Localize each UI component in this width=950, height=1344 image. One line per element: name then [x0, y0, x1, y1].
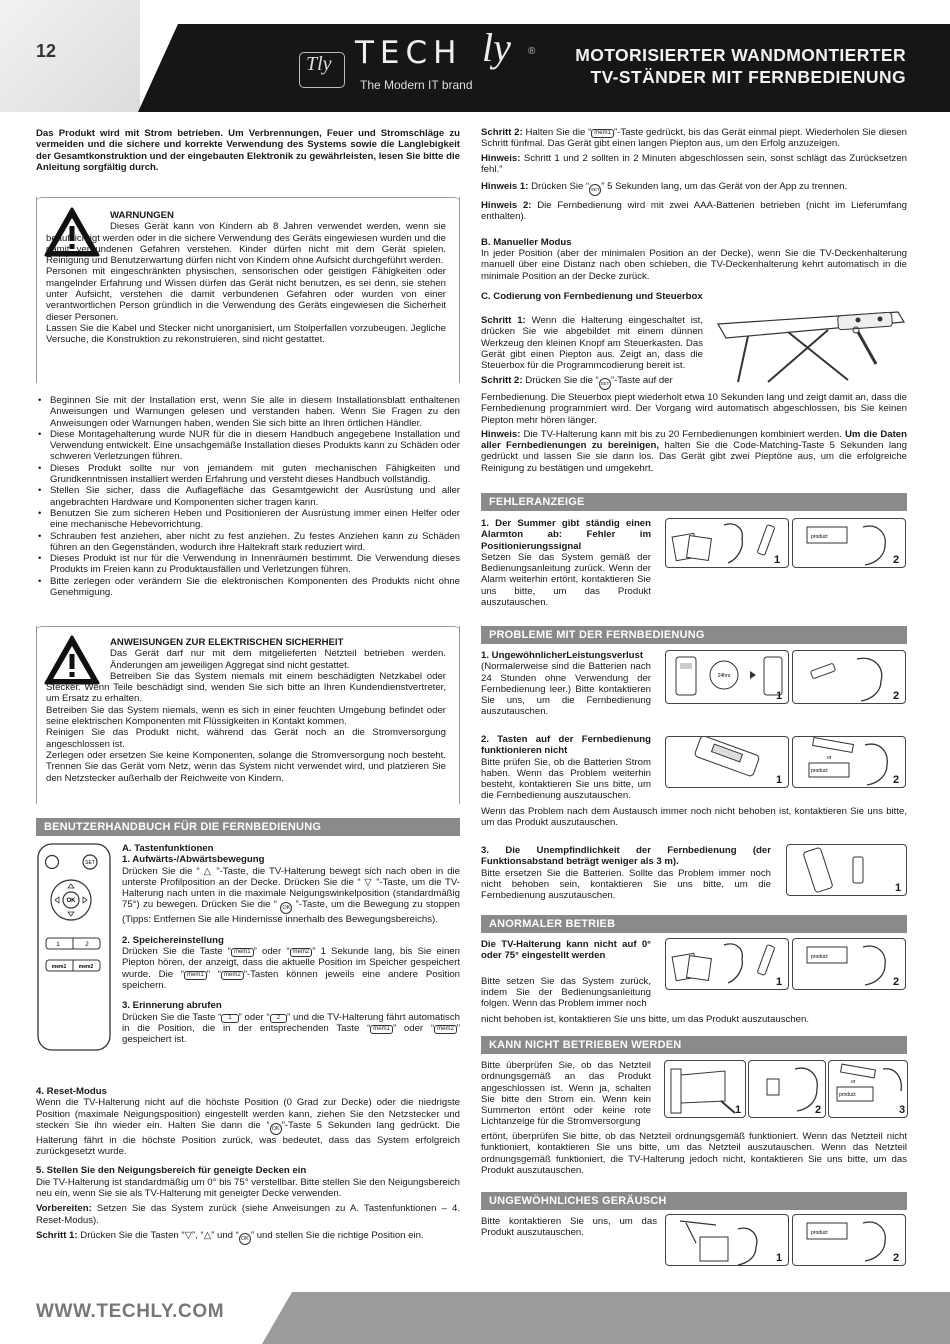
logo-wordmark: TECH: [355, 35, 463, 71]
coding-step1: Schritt 1: Wenn die Halterung eingeschaltet ist, drücken Sie wie abgebildet mit einem dünnen Werkzeug den kleinen Knopf am Steuerkasten. Das Gerät gibt einen Piepton aus. Zeigt an, dass die Steuerbox für die Programmcodierung bereit ist. Schritt 2: Drücken Sie die “ SET ”-Taste auf der: [481, 315, 703, 390]
warnings-content: [46, 210, 446, 346]
svg-text:product: product: [811, 1230, 828, 1236]
manual-s1-text: Drücken Sie die “ △ ”-Taste, die TV-Halterung bewegt sich nach oben in die unterste Profilposition an der Decke. Drücken Sie die “ ▽ ”-Taste, um die TV-Halterung nach unten in die maximale Neigungswinkelposition (standardmäßig 75°) zu bewegen. Drücken Sie die “ OK ”-Taste, um die Bewegung zu stoppen (Tipps: Entfernen Sie alle Hindernisse innerhalb des Bewegungsbereichs).: [122, 865, 461, 926]
mem1-key-icon: mem1: [184, 971, 207, 980]
manual-s4-title: 4. Reset-Modus: [36, 1086, 107, 1097]
key-1-icon: 1: [221, 1014, 238, 1023]
remote-figure-3: 1: [665, 736, 789, 788]
error-figure-1: 1: [665, 518, 789, 568]
cannot-figure-1: 1: [664, 1060, 746, 1118]
manual-mode-title: B. Manueller Modus: [481, 236, 572, 248]
reset-hint2: Hinweis 2: Die Fernbedienung wird mit zwei AAA-Batterien betrieben (nicht im Lieferumfang enthalten).: [481, 200, 907, 223]
footer-bar: [262, 1292, 950, 1344]
electrical-p1: Das Gerät darf nur mit dem mitgelieferten Netzteil betrieben werden. Änderungen am jeweiligen Aggregat sind nicht gestattet.: [110, 648, 446, 671]
logo-mark: [299, 52, 345, 88]
svg-text:product: product: [811, 954, 828, 960]
warnings-p3: Lassen Sie die Kabel und Stecker nicht unorganisiert, um Stolperfallen vorzubeugen. Jegliche Versuche, die Konstruktion zu rekonstruieren, sind nicht gestattet.: [46, 322, 446, 346]
electrical-p2: Betreiben Sie das System niemals mit einem beschädigten Netzkabel oder Stecker. Wenn Teile beschädigt sind, wenden Sie sich bitte an Ihren Kundendienstvertreter, um Ersatz zu erhalten.: [46, 670, 446, 705]
mem2-key-icon: mem2: [434, 1025, 457, 1034]
warnings-title: WARNUNGEN: [110, 210, 174, 221]
remote-problem-1: 1. UngewöhnlicherLeistungsverlust (Normalerweise sind die Batterien nach 24 Stunden ohne Verwendung der Fernbedienung leer.) Bitte kontaktieren Sie uns, um die Fernbedienung auszutauschen.: [481, 650, 651, 718]
electrical-title: ANWEISUNGEN ZUR ELEKTRISCHEN SICHERHEIT: [110, 637, 344, 648]
svg-text:or: or: [827, 755, 832, 761]
reset-hint1: Hinweis 1: Drücken Sie “ SET ” 5 Sekunden lang, um das Gerät von der App zu trennen.: [481, 181, 907, 196]
list-item: • Dieses Produkt sollte nur von jemandem mit guten mechanischen Fähigkeiten und Grundkenntnissen installiert werden Erfahrung und versteht dieses Handbuch vollständig.: [36, 463, 460, 486]
remote-problems-bar: PROBLEME MIT DER FERNBEDIENUNG: [481, 626, 907, 644]
header-corner: [0, 0, 140, 112]
remote-problem-2b: Wenn das Problem nach dem Austausch immer noch nicht behoben ist, kontaktieren Sie uns bitte, um das Produkt auszutauschen.: [481, 806, 907, 829]
right-top-text: [481, 127, 907, 302]
mem1-key-icon: mem1: [231, 948, 254, 957]
logo-ly: ly: [482, 25, 511, 70]
intro-paragraph: Das Produkt wird mit Strom betrieben. Um Verbrennungen, Feuer und Stromschläge zu vermeiden und die sichere und korrekte Verwendung des Systems sowie die Langlebigkeit der Gesamtkonstruktion und der eingebauten Elektronik zu gewährleisten, lesen Sie bitte die Anleitung sorgfältig durch.: [36, 128, 460, 173]
manual-a-title: A. Tastenfunktionen: [122, 843, 214, 854]
coding-rest: Fernbedienung. Die Steuerbox piept wiederholt etwa 10 Sekunden lang und zeigt damit an, dass die Fernbedienung programmiert wird. Der Vorgang wird automatisch abgeschlossen, bis Sie keinen Piepton mehr hören länger. Hinweis: Die TV-Halterung kann mit bis zu 20 Fernbedienungen kombiniert werden. Um die Daten aller Fernbedienungen zu bereinigen, halten Sie die Code-Matching-Taste 5 Sekunden lang gedrückt und lassen Sie sie dann los. Das Gerät gibt zwei Pieptöne aus, um die erfolgreiche Reinigung zu bestätigen und umgekehrt.: [481, 392, 907, 474]
svg-text:or: or: [851, 1079, 856, 1085]
manual-s3-text: Drücken Sie die Taste “ 1 ” oder “ 2 ” und die TV-Halterung fährt automatisch in die Position, die in der entsprechenden Taste “ mem1 ” oder “ mem2 ” gespeichert ist.: [122, 1011, 460, 1046]
doc-title-line1: MOTORISIERTER WANDMONTIERTER: [575, 45, 906, 65]
remote-problem-3: 3. Die Unempfindlichkeit der Fernbedienung (der Funktionsabstand beträgt weniger als 3 m). Bitte ersetzen Sie die Batterien. Sollte das Problem immer noch nicht behoben sein, kontaktieren Sie uns bitte, um die Fernbedienung auszutauschen.: [481, 845, 771, 902]
key-mem2-label: mem2: [78, 964, 94, 970]
list-item: • Dieses Produkt ist nur für die Verwendung in Innenräumen bestimmt. Die Verwendung dieses Produkts im Freien kann zu Produktausfällen und Verletzungen führen.: [36, 553, 460, 576]
footer-url[interactable]: WWW.TECHLY.COM: [36, 1301, 225, 1322]
manual-s2-title: 2. Speichereinstellung: [122, 934, 224, 946]
manual-s5-text: Die TV-Halterung ist standardmäßig um 0° bis 75° verstellbar. Bitte stellen Sie den Neigungsbereich neu ein, wenn Sie sie als TV-Halterung mit geneigter Decke verwenden.: [36, 1176, 460, 1200]
abnormal-figure-1: 1: [665, 938, 789, 990]
remote-figure-5: 1: [786, 844, 907, 896]
noise-bar: UNGEWÖHNLICHES GERÄUSCH: [481, 1192, 907, 1210]
mem1-key-icon: mem1: [591, 129, 614, 138]
ok-key-icon: OK: [239, 1233, 251, 1245]
down-arrow-icon: ▽: [184, 1229, 192, 1241]
electrical-content: [46, 637, 446, 784]
logo-registered: ®: [528, 46, 536, 57]
up-arrow-icon: △: [203, 865, 213, 877]
list-item: • Beginnen Sie mit der Installation erst, wenn Sie alle in diesem Installationsblatt enthaltenen Anweisungen und Warnungen gelesen und verstanden haben. Wenn Sie Fragen zu den Anweisungen oder Warnungen haben, wenden Sie sich bitte an Ihren örtlichen Händler.: [36, 395, 460, 429]
remote-problem-2: 2. Tasten auf der Fernbedienung funktionieren nicht Bitte prüfen Sie, ob die Batterien Strom haben. Wenn das Problem weiterhin besteht, kontaktieren Sie uns bitte, um die Fernbedienung auszutauschen.: [481, 734, 651, 802]
cannot-figure-3: or product 3: [828, 1060, 908, 1118]
control-box-illustration: [708, 302, 908, 390]
set-key-icon: SET: [589, 184, 601, 196]
manual-functions-text: [122, 843, 460, 1045]
cannot-operate-bar: KANN NICHT BETRIEBEN WERDEN: [481, 1036, 907, 1054]
ok-key-icon: OK: [280, 902, 292, 914]
manual-mode-text: In jeder Position (aber der minimalen Position an der Decke), wenn Sie die TV-Deckenhalterung manuell über eine Distanz nach oben schieben, die TV-Deckenhalterung kehrt automatisch in die minimale Position an der Decke zurück.: [481, 248, 907, 282]
remote-figure-2: 2: [792, 650, 906, 704]
mem1-key-icon: mem1: [370, 1025, 393, 1034]
abnormal-figure-2: product 2: [792, 938, 906, 990]
footer: [0, 1292, 950, 1344]
svg-text:product: product: [839, 1092, 856, 1098]
electrical-p3: Betreiben Sie das System niemals, wenn es sich in einer feuchten Umgebung befindet oder seine elektrischen Komponenten mit Flüssigkeiten in Kontakt kommen.: [46, 704, 446, 728]
manual-s5-title: 5. Stellen Sie den Neigungsbereich für geneigte Decken ein: [36, 1165, 307, 1177]
mem2-key-icon: mem2: [221, 971, 244, 980]
warnings-p2: Personen mit eingeschränkten physischen, sensorischen oder geistigen Fähigkeiten oder mangelnder Erfahrung und Wissen dürfen das Gerät nicht benutzen, es sei denn, sie stehen unter Aufsicht, verstehen die damit verbundenen Gefahren oder wurden von einer verantwortlichen Person gründlich in die Verwendung des Geräts eingewiesen die Sicherheit dieser Personen.: [46, 266, 446, 323]
manual-reset-text: [36, 1086, 460, 1245]
manual-s3-title: 3. Erinnerung abrufen: [122, 1000, 222, 1012]
list-item: • Benutzen Sie zum sicheren Heben und Positionieren der Ausrüstung immer einen Helfer oder eine mechanische Hebevorrichtung.: [36, 508, 460, 531]
reset-hint: Hinweis: Schritt 1 und 2 sollten in 2 Minuten abgeschlossen sein, sonst schlägt das Zurücksetzen fehl.”: [481, 152, 907, 175]
manual-s4-text: Wenn die TV-Halterung nicht auf die höchste Position (0 Grad zur Decke) oder die niedrigste Position (maximale Neigungsposition) eingestellt werden kann, ziehen Sie den Netzstecker und stecken Sie ihn wieder ein. Halten Sie dann die “ OK ”-Taste 5 Sekunden lang gedrückt. Die Halterung fährt in die höchste Position zurück, was bedeutet, dass das System erfolgreich zurückgesetzt wurde.: [36, 1097, 461, 1158]
key-mem1-label: mem1: [51, 964, 67, 970]
reset-step2: Schritt 2: Halten Sie die “ mem1 ”-Taste gedrückt, bis das Gerät einmal piept. Wiederholen Sie diesen Schritt fünfmal. Das Gerät gibt einen langen Piepton aus, um den Erfolg anzuzeigen.: [481, 127, 907, 150]
remote-figure-1: 24hrs 1: [665, 650, 789, 704]
noise-figure-1: 1: [665, 1214, 789, 1266]
key-set-label: SET: [85, 860, 95, 866]
error-section-bar: FEHLERANZEIGE: [481, 493, 907, 511]
manual-step1: Schritt 1: Drücken Sie die Tasten “▽”, “△” und “ OK ” und stellen Sie die richtige Position ein.: [36, 1230, 460, 1245]
cannot-operate-text: Bitte überprüfen Sie, ob das Netzteil ordnungsgemäß an das Produkt angeschlossen ist. Wenn ja, schalten Sie bitte den Strom ein. Wenn kein Summerton ertönt oder keine rote Lichtanzeige für die Stromversorgung: [481, 1060, 651, 1128]
abnormal-bar: ANORMALER BETRIEB: [481, 915, 907, 933]
noise-figure-2: product 2: [792, 1214, 906, 1266]
remote-figure-4: or product 2: [792, 736, 906, 788]
list-item: • Stellen Sie sicher, dass die Auflagefläche das Gesamtgewicht der Ausrüstung und aller angebrachten Hardware und Komponenten sicher tragen kann.: [36, 485, 460, 508]
coding-hint: Hinweis: Die TV-Halterung kann mit bis zu 20 Fernbedienungen kombiniert werden. Um die Daten aller Fernbedienungen zu bereinigen, halten Sie die Code-Matching-Taste 5 Sekunden lang gedrückt und lassen Sie sie dann los. Das Gerät gibt zwei Pieptöne aus, um die erfolgreiche Reinigung zu bestätigen und umgekehrt.: [481, 428, 907, 474]
manual-prep: Vorbereiten: Setzen Sie das System zurück (siehe Anweisungen zu A. Tastenfunktionen – 4. Reset-Modus).: [36, 1203, 460, 1226]
abnormal-text: Die TV-Halterung kann nicht auf 0° oder 75° eingestellt werden Bitte setzen Sie das System zurück, indem Sie der Bedienungsanleitung folgen. Wenn das Problem immer noch: [481, 939, 651, 1010]
list-item: • Schrauben fest anziehen, aber nicht zu fest anziehen. Zu festes Anziehen kann zu Schäden führen an den Gegenständen, wodurch ihre Haltekraft stark reduziert wird.: [36, 531, 460, 554]
key-2-icon: 2: [270, 1014, 287, 1023]
brand-logo: [299, 25, 559, 100]
noise-text: Bitte kontaktieren Sie uns, um das Produkt auszutauschen.: [481, 1216, 657, 1239]
manual-section-bar: BENUTZERHANDBUCH FÜR DIE FERNBEDIENUNG: [36, 818, 460, 836]
page-number: 12: [36, 41, 57, 61]
safety-bullet-list: [36, 395, 460, 598]
key-ok-label: OK: [66, 898, 76, 904]
remote-control-illustration: [36, 842, 114, 1054]
cannot-operate-text2: ertönt, überprüfen Sie bitte, ob das Netzteil ordnungsgemäß funktioniert. Wenn das Netzteil nicht funktioniert, kontaktieren Sie uns bitte, um das Netzteil auszutauschen. Wenn das Netzteil ordnungsgemäß funktioniert, die TV-Halterung jedoch nicht, kontaktieren Sie uns bitte, um das Produkt auszutauschen.: [481, 1131, 907, 1176]
list-item: • Bitte zerlegen oder verändern Sie die elektronischen Komponenten des Produkts nicht ohne Genehmigung.: [36, 576, 460, 599]
manual-s2-text: Drücken Sie die Taste “ mem1 ” oder “ mem2 ” 1 Sekunde lang, bis Sie einen Piepton hören, der anzeigt, dass die aktuelle Position im Speicher gespeichert wurde. Die “ mem1 ” “ mem2 ”-Tasten können jeweils eine andere Position speichern.: [122, 946, 461, 991]
manual-s1-title: 1. Aufwärts-/Abwärtsbewegung: [122, 854, 265, 866]
down-arrow-icon: ▽: [364, 876, 373, 888]
svg-text:product: product: [811, 534, 828, 540]
electrical-p5: Zerlegen oder ersetzen Sie keine Komponenten, solange die Stromversorgung noch besteht. Trennen Sie das Gerät vom Netz, wenn das System nicht verwendet wird, und platzieren Sie den Netzstecker außerhalb der Reichweite von Kindern.: [46, 749, 446, 784]
mem2-key-icon: mem2: [290, 948, 313, 957]
set-key-icon: SET: [599, 378, 611, 390]
svg-text:product: product: [811, 768, 828, 774]
error-figure-2: product 2: [792, 518, 906, 568]
up-arrow-icon: △: [203, 1229, 212, 1241]
ok-key-icon: OK: [270, 1123, 282, 1135]
error-text: 1. Der Summer gibt ständig einen Alarmton ab: Fehler im Positionierungssignal Setzen Sie das System gemäß der Bedienungsanleitung zurück. Wenn der Alarm weiterhin ertönt, kontaktieren Sie uns bitte, um das Produkt auszutauschen.: [481, 518, 651, 609]
warnings-p1: Dieses Gerät kann von Kindern ab 8 Jahren verwendet werden, wenn sie beaufsichtigt werden oder in die sichere Verwendung des Geräts eingewiesen wurden und die damit verbundenen Gefahren verstehen. Kinder dürfen nicht mit dem Gerät spielen. Reinigung und Benutzerwartung dürfen nicht von Kindern ohne Aufsicht durchgeführt werden.: [46, 221, 446, 267]
abnormal-text2: nicht behoben ist, kontaktieren Sie uns bitte, um das Produkt auszutauschen.: [481, 1014, 809, 1025]
logo-tagline: The Modern IT brand: [360, 78, 473, 92]
key-one-label: 1: [56, 942, 60, 948]
logo-mark-text: Tly: [306, 53, 332, 75]
doc-title-line2: TV-STÄNDER MIT FERNBEDIENUNG: [590, 67, 906, 87]
svg-text:24hrs: 24hrs: [717, 673, 731, 679]
electrical-p4: Reinigen Sie das Produkt nicht, während das Gerät noch an die Stromversorgung angeschlossen ist.: [46, 727, 446, 750]
cannot-figure-2: 2: [748, 1060, 826, 1118]
list-item: • Diese Montagehalterung wurde NUR für die in diesem Handbuch angegebene Installation und Verwendung entwickelt. Eine unsachgemäße Installation dieses Produkts kann zu Schäden oder schweren Verletzungen führen.: [36, 429, 460, 463]
coding-title: C. Codierung von Fernbedienung und Steuerbox: [481, 290, 703, 302]
key-two-label: 2: [85, 942, 89, 948]
